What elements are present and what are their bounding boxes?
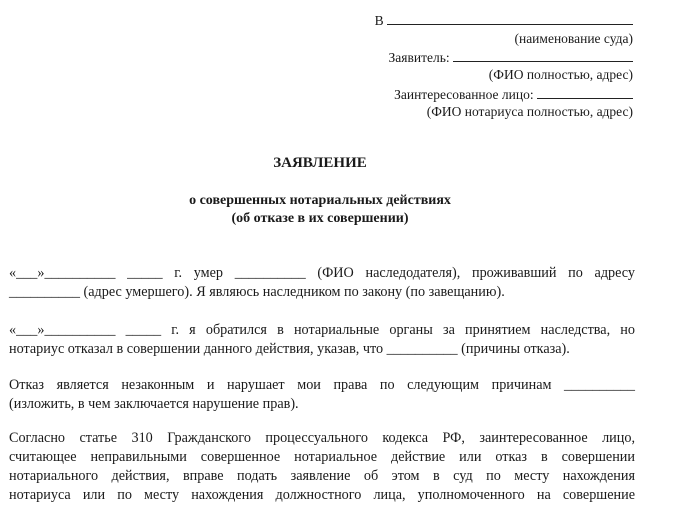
document-title: ЗАЯВЛЕНИЕ — [273, 155, 367, 171]
paragraph-line: нотариального действия, вправе подать заявление об этом в суд по месту нахождения — [9, 468, 635, 484]
paragraph-unlawful — [9, 376, 635, 414]
applicant-blank — [453, 49, 633, 62]
document-subtitle-2: (об отказе в их совершении) — [231, 211, 409, 226]
applicant-hint: (ФИО полностью, адрес) — [488, 67, 633, 82]
paragraph-line: считающее неправильными совершенное нотариальное действие или отказ в совершении — [9, 449, 635, 465]
paragraph-line: Согласно статье 310 Гражданского процессуального кодекса РФ, заинтересованное лицо, — [9, 430, 635, 446]
paragraph-law-reference — [9, 429, 635, 505]
paragraph-line: __________ (адрес умершего). Я являюсь наследником по закону (по завещанию). — [9, 284, 505, 300]
court-blank — [387, 12, 633, 25]
court-line — [375, 12, 633, 29]
paragraph-death — [9, 264, 635, 302]
interested-blank — [537, 86, 633, 99]
paragraph-line: «___»__________ _____ г. умер __________ (ФИО наследодателя), проживавший по адресу — [9, 265, 635, 281]
court-prefix: В — [374, 13, 384, 28]
applicant-line — [389, 49, 633, 66]
paragraph-line: «___»__________ _____ г. я обратился в нотариальные органы за принятием наследства, но — [9, 322, 635, 338]
paragraph-line: нотариуса или по месту нахождения должностного лица, уполномоченного на совершение — [9, 487, 635, 503]
applicant-label: Заявитель: — [388, 50, 450, 65]
interested-label: Заинтересованное лицо: — [394, 87, 534, 102]
document-subtitle-1: о совершенных нотариальных действиях — [189, 193, 451, 208]
interested-hint: (ФИО нотариуса полностью, адрес) — [426, 104, 633, 119]
interested-line — [394, 86, 633, 103]
paragraph-refusal — [9, 321, 635, 359]
court-hint: (наименование суда) — [514, 31, 633, 46]
paragraph-line: (изложить, в чем заключается нарушение прав). — [9, 396, 299, 412]
paragraph-line: нотариус отказал в совершении данного действия, указав, что __________ (причины отказа). — [9, 341, 570, 357]
paragraph-line: Отказ является незаконным и нарушает мои права по следующим причинам __________ — [9, 377, 635, 393]
